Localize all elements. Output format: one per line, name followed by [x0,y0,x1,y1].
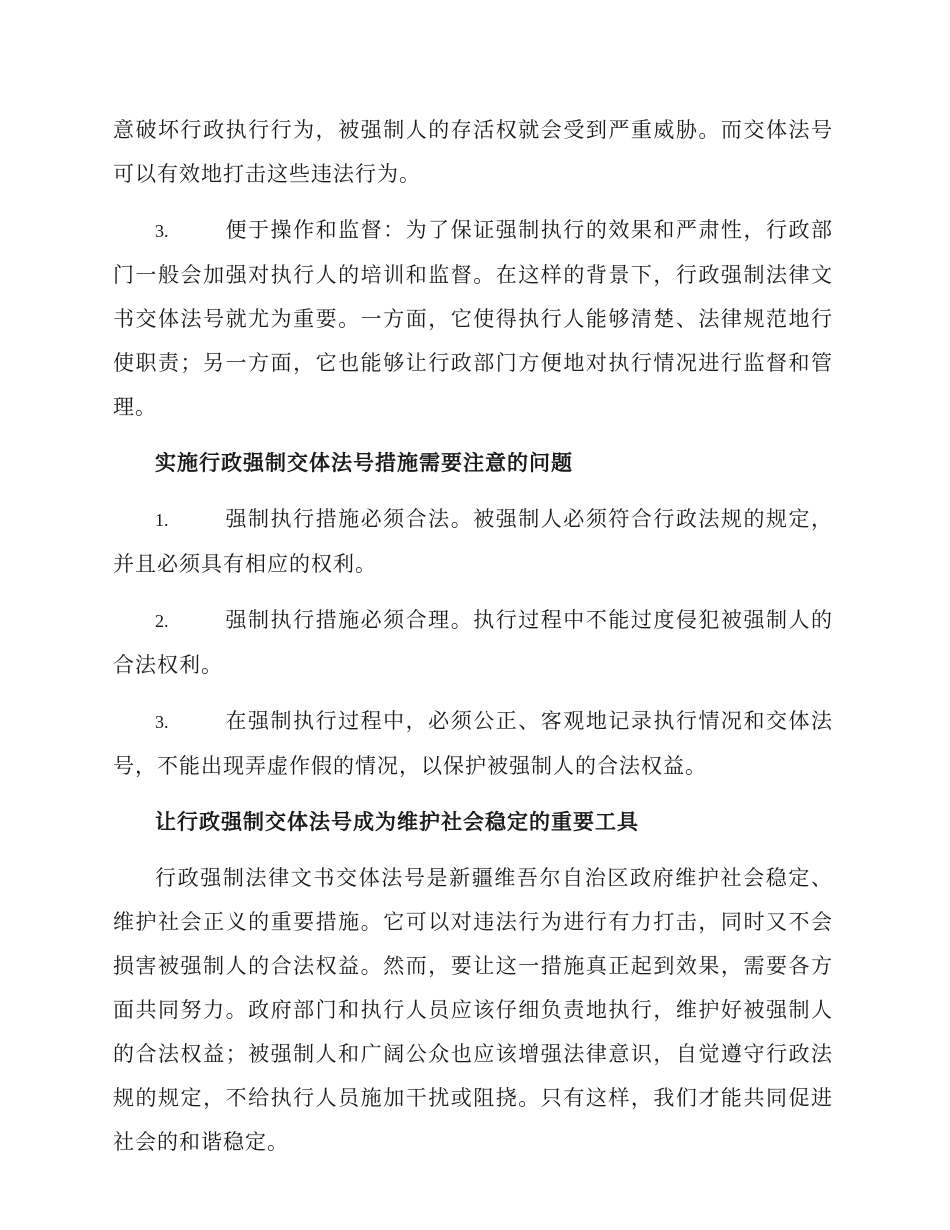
list-item [113,598,833,687]
list-item-text: 便于操作和监督：为了保证强制执行的效果和严肃性，行政部门一般会加强对执行人的培训和监督。在这样的背景下，行政强制法律文书交体法号就尤为重要。一方面，它使得执行人能够清楚、法律规范地行使职责；另一方面，它也能够让行政部门方便地对执行情况进行监督和管理。 [113,218,833,419]
list-item-text: 强制执行措施必须合法。被强制人必须符合行政法规的规定，并且必须具有相应的权利。 [113,507,833,576]
list-item [113,497,833,586]
list-item-text: 在强制执行过程中，必须公正、客观地记录执行情况和交体法号，不能出现弄虚作假的情况，以保护被强制人的合法权益。 [113,709,833,778]
section-heading-issues: 实施行政强制交体法号措施需要注意的问题 [155,450,573,475]
section-heading-tool: 让行政强制交体法号成为维护社会稳定的重要工具 [155,809,639,834]
document-body [113,108,833,1176]
list-item-number: 2. [155,611,169,631]
list-item-operation-supervision [113,208,833,429]
intro-paragraph: 意破坏行政执行行为，被强制人的存活权就会受到严重威胁。而交体法号可以有效地打击这些违法行为。 [113,118,833,186]
list-item-number: 3. [155,221,169,241]
list-item-number: 3. [155,712,169,732]
list-item-number: 1. [155,510,169,530]
list-item [113,699,833,788]
list-item-text: 强制执行措施必须合理。执行过程中不能过度侵犯被强制人的合法权利。 [113,608,833,677]
conclusion-paragraph: 行政强制法律文书交体法号是新疆维吾尔自治区政府维护社会稳定、维护社会正义的重要措施。它可以对违法行为进行有力打击，同时又不会损害被强制人的合法权益。然而，要让这一措施真正起到效果，需要各方面共同努力。政府部门和执行人员应该仔细负责地执行，维护好被强制人的合法权益；被强制人和广阔公众也应该增强法律意识，自觉遵守行政法规的规定，不给执行人员施加干扰或阻挠。只有这样，我们才能共同促进社会的和谐稳定。 [113,866,833,1154]
